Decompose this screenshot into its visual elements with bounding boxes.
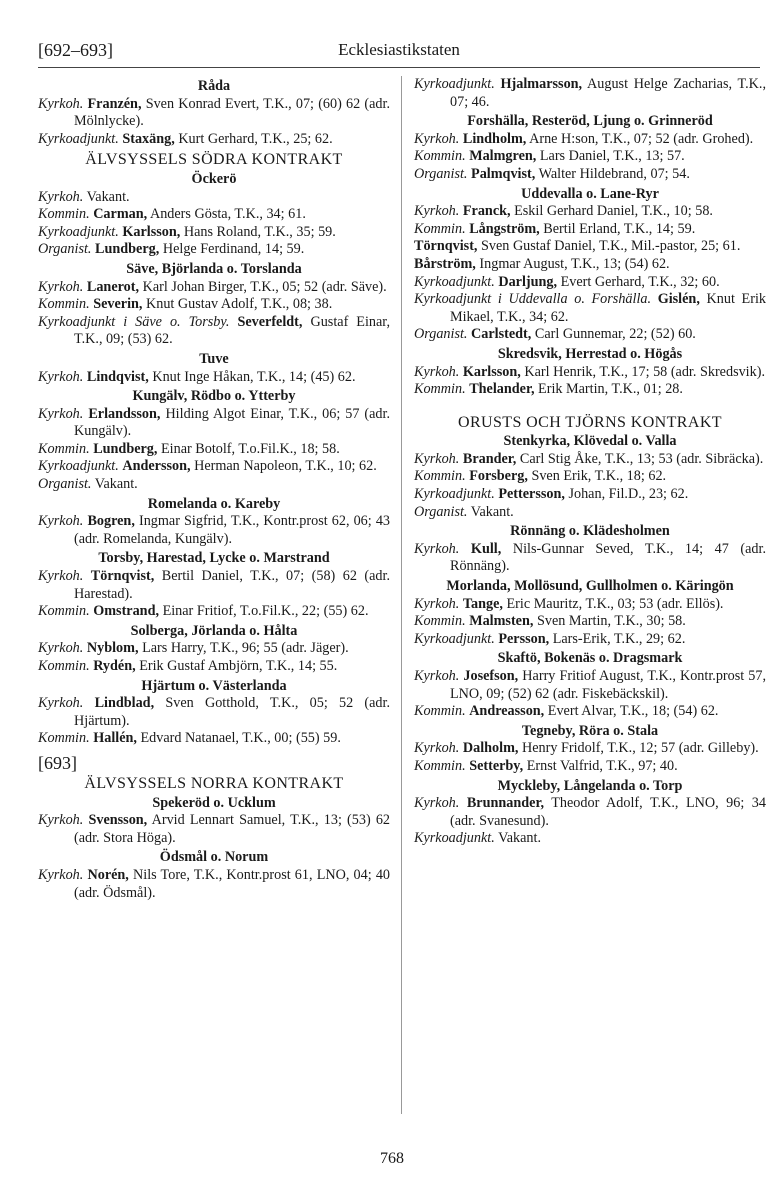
- entry-role: Kyrkoadjunkt.: [414, 486, 495, 503]
- kontrakt-heading: ÄLVSYSSELS NORRA KONTRAKT: [84, 774, 344, 792]
- entry-details: Carl Gunnemar, 22; (52) 60.: [531, 326, 696, 343]
- entry-role: Kyrkoh.: [414, 595, 460, 612]
- entry-name: Forsberg,: [469, 468, 528, 485]
- entry-details: Sven Gotthold, T.K., 05; 52 (adr. Hjärtum).: [74, 695, 391, 729]
- parish-heading: Uddevalla o. Lane-Ryr: [521, 185, 659, 202]
- clergy-entry: [414, 486, 766, 504]
- entry-details: Walter Hildebrand, 07; 54.: [535, 165, 690, 182]
- entry-details: Edvard Natanael, T.K., 00; (55) 59.: [136, 730, 341, 747]
- parish-heading: Skredsvik, Herrestad o. Högås: [497, 345, 683, 362]
- clergy-entry: [38, 695, 390, 730]
- parish-heading: Tuve: [199, 350, 229, 367]
- parish-heading: Öckerö: [191, 170, 237, 187]
- entry-details: Einar Fritiof, T.o.Fil.K., 22; (55) 62.: [159, 603, 369, 620]
- clergy-entry: [414, 830, 766, 848]
- entry-role: Kyrkoadjunkt.: [414, 273, 495, 290]
- clergy-entry: [38, 568, 390, 603]
- entry-name: Carman,: [93, 206, 148, 223]
- clergy-entry: [414, 468, 766, 486]
- clergy-entry: [38, 458, 390, 476]
- clergy-entry: [414, 451, 766, 469]
- entry-details: Anders Gösta, T.K., 34; 61.: [147, 206, 306, 223]
- clergy-entry: [38, 96, 390, 131]
- clergy-entry: [414, 758, 766, 776]
- entry-role: Kyrkoh.: [414, 540, 460, 557]
- parish-heading: Skaftö, Bokenäs o. Dragsmark: [497, 650, 683, 667]
- entry-name: Gislén,: [657, 291, 700, 308]
- entry-details: Henry Fridolf, T.K., 12; 57 (adr. Gilleby).: [518, 740, 759, 757]
- entry-details: Vakant.: [83, 188, 130, 205]
- entry-role: Kommin.: [414, 703, 466, 720]
- entry-details: Karl Henrik, T.K., 17; 58 (adr. Skredsvik).: [520, 363, 765, 380]
- parish-heading: Ödsmål o. Norum: [159, 849, 269, 866]
- entry-role: Kyrkoh.: [38, 640, 84, 657]
- entry-name: Lanerot,: [86, 278, 140, 295]
- entry-details: Erik Gustaf Ambjörn, T.K., 14; 55.: [135, 658, 338, 674]
- clergy-entry: [414, 166, 766, 184]
- entry-name: Darljung,: [498, 273, 558, 290]
- entry-role: Organist.: [38, 476, 92, 493]
- clergy-entry: [38, 406, 390, 441]
- page-header: [38, 40, 760, 64]
- entry-details: Gustaf Einar, T.K., 09; (53) 62.: [74, 313, 390, 348]
- entry-name: Norén,: [87, 866, 129, 883]
- entry-details: Nils-Gunnar Seved, T.K., 14; 47 (adr. Rönnäng).: [450, 540, 766, 575]
- inline-page-marker: [693]: [38, 752, 77, 773]
- clergy-entry: [414, 381, 766, 399]
- entry-role: Kommin.: [38, 440, 90, 457]
- entry-role: Kommin.: [38, 206, 90, 223]
- entry-name: Hjalmarsson,: [500, 76, 583, 92]
- clergy-entry: [38, 241, 390, 259]
- page-range: [692–693]: [38, 40, 113, 60]
- entry-role: Kyrkoh.: [38, 568, 84, 585]
- entry-details: Theodor Adolf, T.K., LNO, 96; 34 (adr. Svanesund).: [450, 795, 766, 829]
- clergy-entry: [414, 740, 766, 758]
- entry-details: Arne H:son, T.K., 07; 52 (adr. Grohed).: [526, 130, 754, 147]
- entry-name: Omstrand,: [93, 603, 160, 620]
- left-column: [38, 76, 390, 902]
- entry-role: Kommin.: [38, 603, 90, 620]
- entry-name: Bårström,: [414, 255, 476, 272]
- entry-details: Helge Ferdinand, 14; 59.: [159, 241, 305, 258]
- entry-details: Hilding Algot Einar, T.K., 06; 57 (adr. Kungälv).: [74, 405, 391, 440]
- entry-details: Harry Fritiof August, T.K., Kontr.prost 57, LNO, 09; (52) 62 (adr. Fiskebäckskil).: [450, 668, 767, 702]
- entry-name: Lindblad,: [94, 695, 155, 712]
- entry-details: Sven Gustaf Daniel, T.K., Mil.-pastor, 25; 61.: [477, 238, 741, 255]
- clergy-entry: [38, 867, 390, 902]
- parish-heading: Hjärtum o. Västerlanda: [141, 677, 287, 694]
- entry-name: Lindqvist,: [86, 368, 149, 385]
- entry-name: Törnqvist,: [414, 238, 478, 255]
- parish-heading: Spekeröd o. Ucklum: [152, 794, 276, 811]
- entry-name: Andreasson,: [469, 703, 545, 720]
- entry-name: Brander,: [462, 450, 517, 467]
- entry-role: Kyrkoh.: [38, 278, 84, 295]
- entry-role: Kyrkoh.: [38, 368, 84, 385]
- entry-details: August Helge Zacharias, T.K., 07; 46.: [450, 76, 767, 110]
- entry-details: Knut Gustav Adolf, T.K., 08; 38.: [142, 296, 333, 313]
- entry-details: Evert Gerhard, T.K., 32; 60.: [557, 273, 720, 290]
- clergy-entry: [414, 596, 766, 614]
- entry-name: Brunnander,: [466, 795, 544, 812]
- entry-role: Kommin.: [414, 381, 466, 398]
- parish-heading: Tegneby, Röra o. Stala: [521, 722, 659, 739]
- entry-name: Dalholm,: [462, 740, 519, 757]
- entry-details: Lars Daniel, T.K., 13; 57.: [536, 148, 685, 165]
- entry-role: Organist.: [414, 165, 468, 182]
- clergy-entry: [414, 631, 766, 649]
- clergy-entry: [38, 441, 390, 459]
- spacer: [414, 399, 766, 411]
- entry-role: Kyrkoadjunkt.: [414, 830, 495, 847]
- entry-role: Kommin.: [38, 296, 90, 313]
- entry-role: Organist.: [414, 326, 468, 343]
- entry-role: Kommin.: [414, 468, 466, 485]
- entry-role: Kommin.: [414, 148, 466, 165]
- entry-name: Staxäng,: [122, 130, 175, 147]
- entry-name: Franck,: [462, 203, 511, 220]
- entry-details: Evert Alvar, T.K., 18; (54) 62.: [544, 703, 719, 720]
- entry-details: Herman Napoleon, T.K., 10; 62.: [190, 458, 377, 475]
- entry-role: Kommin.: [414, 613, 466, 630]
- entry-role: Kyrkoadjunkt.: [38, 223, 119, 240]
- entry-name: Franzén,: [87, 95, 142, 112]
- entry-role: Kommin.: [414, 220, 466, 237]
- entry-role: Kommin.: [414, 757, 466, 774]
- entry-role: Kyrkoh.: [414, 740, 460, 757]
- entry-name: Pettersson,: [498, 486, 565, 503]
- clergy-entry: [414, 221, 766, 239]
- entry-name: Svensson,: [88, 812, 148, 829]
- entry-role: Kyrkoadjunkt.: [414, 76, 495, 92]
- entry-role: Kyrkoh.: [414, 450, 460, 467]
- entry-name: Setterby,: [469, 757, 524, 774]
- entry-details: Knut Inge Håkan, T.K., 14; (45) 62.: [148, 368, 356, 385]
- column-divider: [401, 76, 402, 1114]
- entry-name: Nyblom,: [86, 640, 139, 657]
- entry-details: Arvid Lennart Samuel, T.K., 13; (53) 62 (adr. Stora Höga).: [74, 812, 391, 846]
- entry-details: Erik Martin, T.K., 01; 28.: [534, 381, 683, 398]
- entry-role: Kyrkoh.: [38, 513, 84, 530]
- clergy-entry: [414, 238, 766, 256]
- parish-heading: Kungälv, Rödbo o. Ytterby: [132, 388, 296, 405]
- entry-role: Kyrkoadjunkt.: [38, 130, 119, 147]
- entry-role: Kyrkoadjunkt.: [414, 630, 495, 647]
- page-title: Ecklesiastikstaten: [338, 40, 460, 59]
- clergy-entry: [38, 603, 390, 621]
- entry-details: Knut Erik Mikael, T.K., 34; 62.: [450, 291, 766, 325]
- clergy-entry: [414, 504, 766, 522]
- clergy-entry: [38, 296, 390, 314]
- clergy-entry: [414, 326, 766, 344]
- entry-role: Kyrkoh.: [38, 95, 84, 112]
- clergy-entry: [38, 812, 390, 847]
- clergy-entry: [414, 795, 766, 830]
- entry-role: Kyrkoh.: [414, 363, 460, 380]
- entry-name: Bogren,: [87, 513, 135, 530]
- entry-name: Andersson,: [122, 458, 191, 475]
- clergy-entry: [414, 131, 766, 149]
- entry-name: Malmsten,: [469, 613, 534, 630]
- entry-name: Severfeldt,: [237, 313, 303, 330]
- header-rule: [38, 67, 760, 68]
- entry-name: Lundberg,: [93, 440, 158, 457]
- entry-name: Josefson,: [463, 668, 519, 684]
- clergy-entry: [414, 703, 766, 721]
- parish-heading: Rönnäng o. Klädesholmen: [510, 523, 670, 540]
- clergy-entry: [38, 513, 390, 548]
- entry-details: Carl Stig Åke, T.K., 13; 53 (adr. Sibräcka).: [516, 450, 764, 467]
- entry-role: Kyrkoadjunkt i Uddevalla o. Forshälla.: [414, 291, 652, 308]
- parish-heading: Forshälla, Resteröd, Ljung o. Grinneröd: [467, 113, 713, 130]
- entry-role: Organist.: [414, 503, 468, 520]
- entry-name: Törnqvist,: [90, 568, 155, 585]
- clergy-entry: [414, 291, 766, 326]
- clergy-entry: [38, 476, 390, 494]
- entry-role: Kyrkoh.: [414, 668, 460, 684]
- entry-details: Lars Harry, T.K., 96; 55 (adr. Jäger).: [138, 640, 349, 657]
- entry-details: Sven Konrad Evert, T.K., 07; (60) 62 (adr. Mölnlycke).: [74, 95, 390, 130]
- entry-role: Kyrkoh.: [38, 866, 84, 883]
- clergy-entry: [414, 541, 766, 576]
- entry-details: Kurt Gerhard, T.K., 25; 62.: [174, 130, 333, 147]
- entry-name: Tange,: [462, 595, 503, 612]
- parish-heading: Torsby, Harestad, Lycke o. Marstrand: [98, 550, 330, 567]
- entry-details: Karl Johan Birger, T.K., 05; 52 (adr. Säve).: [139, 278, 387, 295]
- entry-details: Eskil Gerhard Daniel, T.K., 10; 58.: [510, 203, 713, 220]
- entry-name: Lindholm,: [462, 130, 527, 147]
- clergy-entry: [414, 274, 766, 292]
- clergy-entry: [414, 256, 766, 274]
- entry-role: Organist.: [38, 241, 92, 258]
- clergy-entry: [414, 203, 766, 221]
- entry-details: Sven Martin, T.K., 30; 58.: [533, 613, 686, 630]
- parish-heading: Romelanda o. Kareby: [147, 495, 281, 512]
- clergy-entry: [38, 730, 390, 748]
- clergy-entry: [38, 314, 390, 349]
- entry-name: Hallén,: [93, 730, 137, 747]
- entry-role: Kyrkoh.: [38, 188, 84, 205]
- kontrakt-heading: ÄLVSYSSELS SÖDRA KONTRAKT: [85, 151, 343, 169]
- entry-role: Kyrkoadjunkt.: [38, 458, 119, 475]
- entry-role: Kommin.: [38, 658, 90, 674]
- entry-role: Kyrkoh.: [414, 203, 460, 220]
- clergy-entry: [38, 131, 390, 149]
- entry-details: Hans Roland, T.K., 35; 59.: [180, 223, 336, 240]
- entry-details: Vakant.: [91, 476, 138, 493]
- entry-details: Ingmar Sigfrid, T.K., Kontr.prost 62, 06; 43 (adr. Romelanda, Kungälv).: [74, 513, 391, 547]
- entry-role: Kyrkoadjunkt i Säve o. Torsby.: [38, 313, 230, 330]
- entry-details: Sven Erik, T.K., 18; 62.: [527, 468, 667, 485]
- entry-name: Långström,: [469, 220, 540, 237]
- entry-role: Kommin.: [38, 730, 90, 747]
- parish-heading: Myckleby, Långelanda o. Torp: [497, 777, 683, 794]
- entry-details: Nils Tore, T.K., Kontr.prost 61, LNO, 04; 40 (adr. Ödsmål).: [74, 866, 391, 901]
- entry-name: Karlsson,: [462, 363, 521, 380]
- entry-name: Karlsson,: [122, 223, 181, 240]
- right-column: [414, 76, 766, 848]
- parish-heading: Morlanda, Mollösund, Gullholmen o. Käringön: [446, 578, 734, 595]
- entry-details: Ernst Valfrid, T.K., 97; 40.: [523, 757, 678, 774]
- entry-name: Kull,: [470, 540, 502, 557]
- clergy-entry: [38, 189, 390, 207]
- clergy-entry: [38, 206, 390, 224]
- page-number: 768: [380, 1150, 404, 1167]
- clergy-entry: [414, 613, 766, 631]
- kontrakt-heading: ORUSTS OCH TJÖRNS KONTRAKT: [458, 413, 722, 431]
- entry-name: Malmgren,: [469, 148, 537, 165]
- entry-details: Johan, Fil.D., 23; 62.: [564, 486, 689, 503]
- parish-heading: Solberga, Jörlanda o. Hålta: [130, 622, 298, 639]
- entry-name: Thelander,: [469, 381, 535, 398]
- entry-role: Kyrkoh.: [38, 695, 84, 712]
- entry-name: Persson,: [498, 630, 550, 647]
- parish-heading: Säve, Björlanda o. Torslanda: [126, 260, 302, 277]
- entry-name: Carlstedt,: [471, 326, 532, 343]
- parish-heading: Råda: [197, 78, 231, 94]
- clergy-entry: [38, 369, 390, 387]
- entry-details: Vakant.: [494, 830, 542, 847]
- entry-role: Kyrkoh.: [38, 405, 84, 422]
- entry-name: Palmqvist,: [471, 165, 536, 182]
- entry-details: Bertil Daniel, T.K., 07; (58) 62 (adr. Harestad).: [74, 568, 390, 602]
- entry-name: Severin,: [93, 296, 143, 313]
- entry-role: Kyrkoh.: [414, 795, 460, 812]
- clergy-entry: [414, 76, 766, 111]
- entry-details: Lars-Erik, T.K., 29; 62.: [549, 630, 686, 647]
- entry-role: Kyrkoh.: [414, 130, 460, 147]
- entry-details: Eric Mauritz, T.K., 03; 53 (adr. Ellös).: [502, 595, 724, 612]
- clergy-entry: [38, 224, 390, 242]
- entry-name: Lundberg,: [95, 241, 160, 258]
- entry-name: Erlandsson,: [88, 405, 161, 422]
- entry-role: Kyrkoh.: [38, 812, 84, 829]
- entry-details: Ingmar August, T.K., 13; (54) 62.: [475, 255, 670, 272]
- clergy-entry: [38, 658, 390, 676]
- clergy-entry: [38, 640, 390, 658]
- parish-heading: Stenkyrka, Klövedal o. Valla: [503, 433, 677, 450]
- clergy-entry: [414, 668, 766, 703]
- clergy-entry: [414, 364, 766, 382]
- entry-name: Rydén,: [93, 658, 136, 674]
- entry-details: Bertil Erland, T.K., 14; 59.: [539, 220, 696, 237]
- clergy-entry: [38, 279, 390, 297]
- clergy-entry: [414, 148, 766, 166]
- entry-details: Einar Botolf, T.o.Fil.K., 18; 58.: [157, 440, 340, 457]
- entry-details: Vakant.: [467, 503, 514, 520]
